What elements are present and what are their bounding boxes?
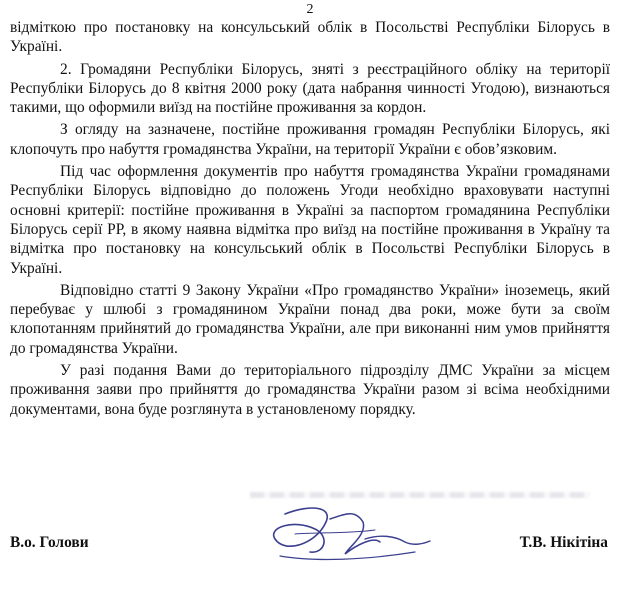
- page-number: 2: [306, 2, 314, 17]
- letter-body: [10, 18, 610, 422]
- paragraph-criteria: Під час оформлення документів про набуття громадянства України громадянами Республіки Білорусь відповідно до положень Угоди необхідно враховувати наступні основні критерії: постійне проживання в Україні за паспортом громадянина Республіки Білорусь серії РР, в якому наявна відмітка про виїзд на постійне проживання в Україну та відмітка про постановку на консульський облік в Посольстві Республіки Білорусь в Україні.: [10, 163, 610, 277]
- paragraph-continuation: відміткою про постановку на консульський облік в Посольстві Республіки Білорусь в Україні.: [10, 19, 610, 56]
- paragraph-application: У разі подання Вами до територіального підрозділу ДМС України за місцем проживання заяви про прийняття до громадянства України разом зі всіма необхідними документами, вона буде розглянута в установленому порядку.: [10, 362, 610, 418]
- paragraph-article-9: Відповідно статті 9 Закону України «Про громадянство України» іноземець, який перебуває у шлюбі з громадянином України понад два роки, може бути за своїм клопотанням прийнятий до громадянства України, але при виконанні ним умов прийняття до громадянства України.: [10, 281, 610, 357]
- paragraph-residence-requirement: З огляду на зазначене, постійне проживання громадян Республіки Білорусь, які клопочуть про набуття громадянства України, на території України є обов’язковим.: [10, 121, 610, 158]
- signature-block: [0, 534, 620, 558]
- signatory-name: Т.В. Нікітіна: [519, 534, 608, 551]
- signatory-title: В.о. Голови: [10, 534, 89, 551]
- paragraph-point-2: 2. Громадяни Республіки Білорусь, зняті з реєстраційного обліку на території Республіки Білорусь до 8 квітня 2000 року (дата набрання чинності Угодою), визнаються такими, що оформили виїзд на постійне проживання за кордон.: [10, 60, 610, 117]
